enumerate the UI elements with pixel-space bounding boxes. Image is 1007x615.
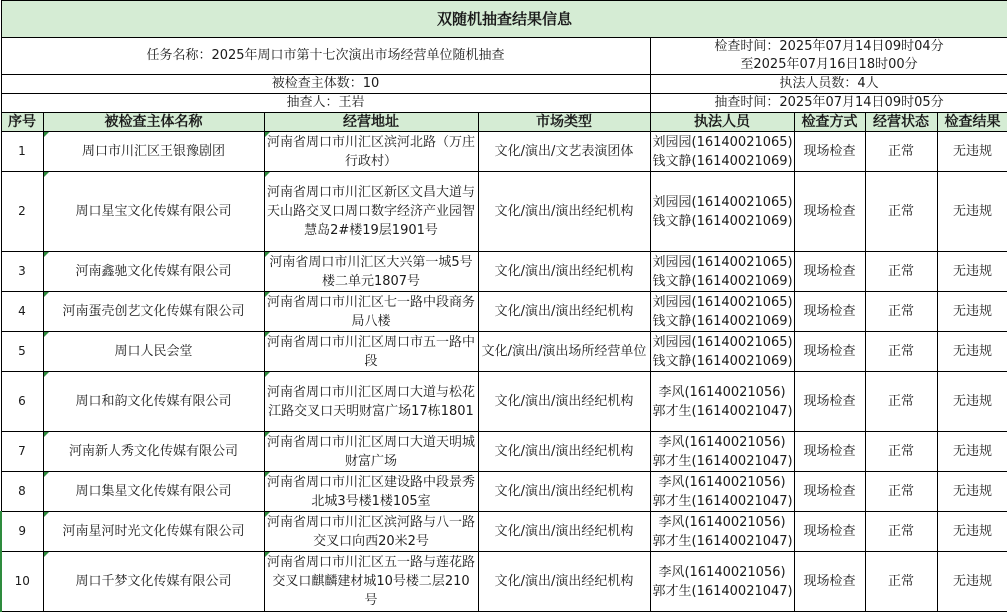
subject-name: 河南鑫驰文化传媒有限公司: [43, 252, 264, 292]
row-number: 6: [1, 372, 43, 432]
subject-address: 河南省周口市川汇区滨河路与八一路交叉口向西20米2号: [264, 512, 478, 552]
subject-address: 河南省周口市川汇区七一路中段商务局八楼: [264, 292, 478, 332]
column-header-row: [1, 113, 1007, 132]
officer-1: 刘园园(16140021065): [652, 194, 793, 210]
table-row: [1, 512, 1007, 552]
check-result: 无违规: [937, 252, 1007, 292]
drawer: 抽查人：王岩: [1, 94, 650, 113]
col-header-market: 市场类型: [478, 113, 650, 132]
check-result: 无违规: [937, 552, 1007, 612]
officer-1: 刘园园(16140021065): [652, 334, 793, 350]
subject-name: 周口人民会堂: [43, 332, 264, 372]
draw-time: 抽查时间：2025年07月14日09时05分: [650, 94, 1007, 113]
subject-name: 河南蛋壳创艺文化传媒有限公司: [43, 292, 264, 332]
subject-address: 河南省周口市川汇区滨河北路（万庄行政村）: [264, 132, 478, 172]
officers: [650, 472, 794, 512]
check-result: 无违规: [937, 132, 1007, 172]
check-result: 无违规: [937, 172, 1007, 252]
check-time-start: 检查时间：2025年07月14日09时04分: [714, 39, 944, 54]
row-number: 1: [1, 132, 43, 172]
subject-address: 河南省周口市川汇区五一路与莲花路交叉口麒麟建材城10号楼二层210号: [264, 552, 478, 612]
market-type: 文化/演出/演出经纪机构: [478, 252, 650, 292]
subject-name: 周口和韵文化传媒有限公司: [43, 372, 264, 432]
check-result: 无违规: [937, 512, 1007, 552]
check-result: 无违规: [937, 472, 1007, 512]
officers: [650, 132, 794, 172]
business-status: 正常: [865, 552, 937, 612]
check-method: 现场检查: [794, 432, 865, 472]
task-name: 任务名称：2025年周口市第十七次演出市场经营单位随机抽查: [1, 38, 650, 75]
officer-2: 钱文静(16140021069): [652, 313, 793, 329]
row-number: 9: [1, 512, 43, 552]
table-row: [1, 372, 1007, 432]
business-status: 正常: [865, 292, 937, 332]
officer-2: 郭才生(16140021047): [652, 583, 793, 599]
page-title: 双随机抽查结果信息: [1, 1, 1007, 38]
officer-2: 钱文静(16140021069): [652, 273, 793, 289]
col-header-result: 检查结果: [937, 113, 1007, 132]
subject-name: 河南星河时光文化传媒有限公司: [43, 512, 264, 552]
subject-address: 河南省周口市川汇区新区文昌大道与天山路交叉口周口数字经济产业园智慧岛2#楼19层1901号: [264, 172, 478, 252]
table-row: [1, 132, 1007, 172]
col-header-officers: 执法人员: [650, 113, 794, 132]
table-row: [1, 292, 1007, 332]
subject-count: 被检查主体数：10: [1, 75, 650, 94]
subject-name: 河南新人秀文化传媒有限公司: [43, 432, 264, 472]
officer-2: 郭才生(16140021047): [652, 533, 793, 549]
col-header-no: 序号: [1, 113, 43, 132]
officer-1: 刘园园(16140021065): [652, 254, 793, 270]
officer-1: 刘园园(16140021065): [652, 294, 793, 310]
market-type: 文化/演出/演出经纪机构: [478, 552, 650, 612]
check-time-end: 至2025年07月16日18时00分: [740, 57, 918, 72]
check-time: [650, 38, 1007, 75]
officer-2: 郭才生(16140021047): [652, 403, 793, 419]
check-result: 无违规: [937, 372, 1007, 432]
officer-1: 李风(16140021056): [658, 474, 786, 490]
officers: [650, 372, 794, 432]
officer-count: 执法人员数：4人: [650, 75, 1007, 94]
col-header-method: 检查方式: [794, 113, 865, 132]
officer-2: 钱文静(16140021069): [652, 213, 793, 229]
subject-address: 河南省周口市川汇区周口大道与松花江路交叉口天明财富广场17栋1801: [264, 372, 478, 432]
table-row: [1, 172, 1007, 252]
check-method: 现场检查: [794, 512, 865, 552]
officers: [650, 432, 794, 472]
table-row: [1, 332, 1007, 372]
check-result: 无违规: [937, 332, 1007, 372]
business-status: 正常: [865, 132, 937, 172]
check-method: 现场检查: [794, 172, 865, 252]
officers: [650, 252, 794, 292]
subject-name: 周口市川汇区王银豫剧团: [43, 132, 264, 172]
subject-address: 河南省周口市川汇区周口市五一路中段: [264, 332, 478, 372]
officers: [650, 172, 794, 252]
business-status: 正常: [865, 372, 937, 432]
business-status: 正常: [865, 172, 937, 252]
check-method: 现场检查: [794, 332, 865, 372]
subject-name: 周口千梦文化传媒有限公司: [43, 552, 264, 612]
officer-2: 钱文静(16140021069): [652, 353, 793, 369]
business-status: 正常: [865, 332, 937, 372]
officer-1: 李风(16140021056): [658, 434, 786, 450]
col-header-name: 被检查主体名称: [43, 113, 264, 132]
officers: [650, 512, 794, 552]
row-number: 10: [1, 552, 43, 612]
subject-name: 周口星宝文化传媒有限公司: [43, 172, 264, 252]
check-method: 现场检查: [794, 472, 865, 512]
officer-1: 李风(16140021056): [658, 514, 786, 530]
officer-1: 刘园园(16140021065): [652, 134, 793, 150]
row-number: 5: [1, 332, 43, 372]
market-type: 文化/演出/演出经纪机构: [478, 172, 650, 252]
officers: [650, 332, 794, 372]
check-method: 现场检查: [794, 372, 865, 432]
table-row: [1, 552, 1007, 612]
table-row: [1, 472, 1007, 512]
subject-address: 河南省周口市川汇区大兴第一城5号楼二单元1807号: [264, 252, 478, 292]
col-header-status: 经营状态: [865, 113, 937, 132]
subject-address: 河南省周口市川汇区周口大道天明城财富广场: [264, 432, 478, 472]
market-type: 文化/演出/演出经纪机构: [478, 472, 650, 512]
subject-name: 周口集星文化传媒有限公司: [43, 472, 264, 512]
check-method: 现场检查: [794, 252, 865, 292]
table-row: [1, 432, 1007, 472]
market-type: 文化/演出/演出场所经营单位: [478, 332, 650, 372]
row-number: 3: [1, 252, 43, 292]
row-number: 7: [1, 432, 43, 472]
check-method: 现场检查: [794, 552, 865, 612]
officer-1: 李风(16140021056): [658, 384, 786, 400]
officers: [650, 292, 794, 332]
officer-2: 钱文静(16140021069): [652, 153, 793, 169]
officers: [650, 552, 794, 612]
business-status: 正常: [865, 432, 937, 472]
market-type: 文化/演出/演出经纪机构: [478, 432, 650, 472]
market-type: 文化/演出/演出经纪机构: [478, 292, 650, 332]
market-type: 文化/演出/演出经纪机构: [478, 372, 650, 432]
col-header-address: 经营地址: [264, 113, 478, 132]
officer-2: 郭才生(16140021047): [652, 493, 793, 509]
row-number: 2: [1, 172, 43, 252]
check-method: 现场检查: [794, 292, 865, 332]
row-number: 4: [1, 292, 43, 332]
market-type: 文化/演出/文艺表演团体: [478, 132, 650, 172]
business-status: 正常: [865, 252, 937, 292]
business-status: 正常: [865, 472, 937, 512]
officer-2: 郭才生(16140021047): [652, 453, 793, 469]
row-number: 8: [1, 472, 43, 512]
business-status: 正常: [865, 512, 937, 552]
subject-address: 河南省周口市川汇区建设路中段景秀北城3号楼1楼105室: [264, 472, 478, 512]
officer-1: 李风(16140021056): [658, 564, 786, 580]
market-type: 文化/演出/演出经纪机构: [478, 512, 650, 552]
table-row: [1, 252, 1007, 292]
check-method: 现场检查: [794, 132, 865, 172]
check-result: 无违规: [937, 432, 1007, 472]
check-result: 无违规: [937, 292, 1007, 332]
